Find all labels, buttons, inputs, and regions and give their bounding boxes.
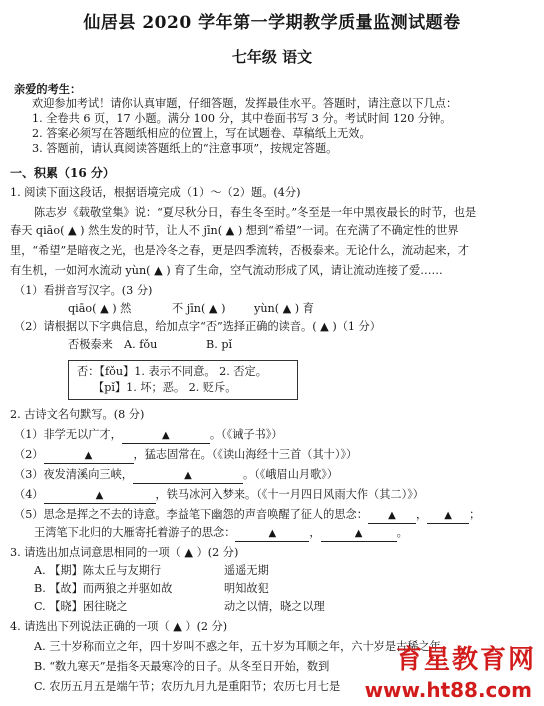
q1-passage-line: 陈志岁《载敬堂集》说：“夏尽秋分日，春生冬至时。”冬至是一年中黑夜最长的时节，也是 — [34, 206, 477, 219]
answer-blank[interactable]: ▲ — [235, 526, 309, 542]
dictionary-box — [68, 360, 298, 400]
q2-line: （2） ▲ ，猛志固常在。（《读山海经十三首（其十）》） — [14, 448, 357, 464]
note-1: 1. 全卷共 6 页，17 小题。满分 100 分，其中卷面书写 3 分。考试时间 120 分钟。 — [32, 112, 452, 125]
q1-passage-line: 春天 qiāo( ▲ ) 然生发的时节，让人不 jīn( ▲ ) 想到“希望”一词。在充满了不确定性的世界 — [10, 224, 459, 237]
q4-option-a: A. 三十岁称而立之年，四十岁叫不惑之年，五十岁为耳顺之年，六十岁是古稀之年。 — [34, 640, 452, 653]
q2-line: （4） ▲ ，铁马冰河入梦来。（《十一月四日风雨大作（其二）》） — [14, 488, 424, 504]
answer-blank[interactable]: ▲ — [368, 508, 416, 524]
answer-blank[interactable]: ▲ — [133, 468, 243, 484]
q1-option-b: B. pǐ — [206, 338, 233, 351]
pinyin-item: qiāo( ▲ ) 然 — [68, 302, 132, 315]
welcome-text: 欢迎参加考试！请你认真审题，仔细答题，发挥最佳水平。答题时，请注意以下几点： — [32, 97, 458, 110]
q1-passage-line: 有生机，一如河水流动 yùn( ▲ ) 育了生命，空气流动形成了风，请让流动连接了爱…… — [10, 264, 443, 277]
q3-row-label: B. 【故】而两狼之并驱如故 — [34, 582, 173, 595]
note-2: 2. 答案必须写在答题纸相应的位置上，写在试题卷、草稿纸上无效。 — [32, 127, 371, 140]
pinyin-item: yùn( ▲ ) 育 — [254, 302, 314, 315]
greeting: 亲爱的考生： — [14, 82, 82, 96]
q2-line: 王湾笔下北归的大雁寄托着游子的思念： ▲ ， ▲ 。 — [34, 526, 408, 542]
q3-row-label: A. 【期】陈太丘与友期行 — [34, 564, 162, 577]
q2-line: （1）非学无以广才， ▲ 。（《诫子书》） — [14, 428, 283, 444]
q2-line: （3）夜发清溪向三峡， ▲ 。（《峨眉山月歌》） — [14, 468, 338, 484]
q3-row-right: 明知故犯 — [224, 582, 269, 595]
watermark-url: www.ht88.com — [364, 678, 532, 702]
answer-blank[interactable]: ▲ — [122, 428, 210, 444]
answer-blank[interactable]: ▲ — [44, 488, 156, 504]
q3-row-label: C. 【晓】困往晓之 — [34, 600, 128, 613]
q1-stem: 1. 阅读下面这段话，根据语境完成（1）～（2）题。(4分) — [10, 186, 301, 199]
q1-option-a: A. fǒu — [124, 338, 158, 351]
q2-stem: 2. 古诗文名句默写。(8 分) — [10, 408, 145, 421]
exam-title: 仙居县 2020 学年第一学期教学质量监测试题卷 — [83, 13, 461, 33]
note-3: 3. 答题前，请认真阅读答题纸上的“注意事项”，按规定答题。 — [32, 142, 338, 155]
pinyin-item: 不 jīn( ▲ ) — [172, 302, 226, 315]
q1-passage-line: 里，“希望”是暗夜之光，也是冷冬之春，更是四季流转，否极泰来。无论什么，流动起来，才 — [10, 244, 469, 257]
q4-stem: 4. 请选出下列说法正确的一项（ ▲ ）(2 分) — [10, 620, 228, 633]
q4-option-c: C. 农历五月五是端午节；农历九月九是重阳节；农历七月七是 — [34, 680, 341, 693]
q3-row-right: 动之以情，晓之以理 — [224, 600, 325, 613]
dictionary-line: 【pǐ】1. 坏；恶。 2. 贬斥。 — [93, 381, 237, 394]
q1-word: 否极泰来 — [68, 338, 113, 351]
q4-option-b: B. “数九寒天”是指冬天最寒冷的日子。从冬至日开始，数到 — [34, 660, 330, 673]
q3-row-right: 遥遥无期 — [224, 564, 269, 577]
exam-subtitle: 七年级 语文 — [231, 48, 313, 66]
q2-line: （5）思念是挥之不去的诗意。李益笔下幽怨的声音唤醒了征人的思念： ▲ ， ▲ ； — [14, 508, 480, 524]
answer-blank[interactable]: ▲ — [44, 448, 134, 464]
q1-sub1: （1）看拼音写汉字。(3 分) — [14, 284, 153, 297]
answer-blank[interactable]: ▲ — [321, 526, 397, 542]
watermark-logo: 育星教育网 — [395, 645, 536, 675]
q3-stem: 3. 请选出加点词意思相同的一项（ ▲ ）(2 分) — [10, 546, 239, 559]
dictionary-line: 否：【fǒu】1. 表示不同意。 2. 否定。 — [77, 365, 267, 378]
answer-blank[interactable]: ▲ — [427, 508, 469, 524]
section-heading: 一、积累（16 分） — [10, 166, 115, 180]
q1-sub2: （2）请根据以下字典信息，给加点字“否”选择正确的读音。( ▲ )（1 分） — [14, 320, 381, 333]
